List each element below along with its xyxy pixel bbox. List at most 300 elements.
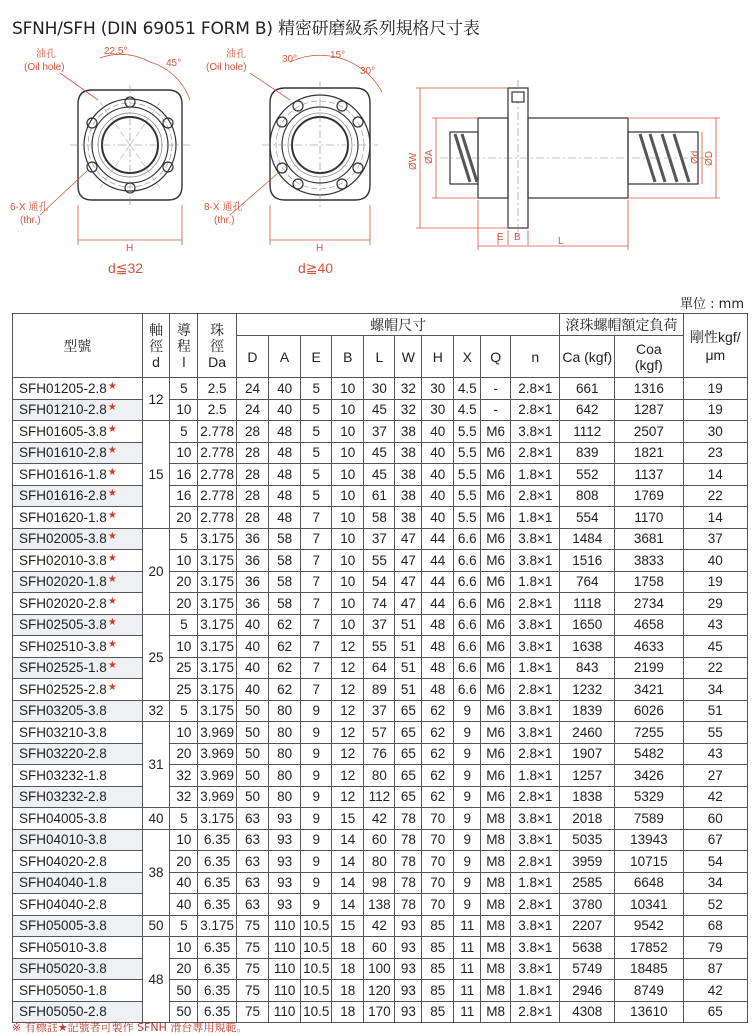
cell-x: 11	[454, 958, 481, 980]
header-model: 型號	[13, 314, 143, 378]
shaft-diameter-cell: 20	[142, 528, 170, 614]
cell-d: 75	[236, 1001, 268, 1023]
star-marker: ★	[107, 595, 117, 607]
cell-q: M8	[481, 1001, 511, 1023]
cell-l: 61	[364, 485, 395, 507]
cell-a: 93	[269, 851, 301, 873]
cell-q: M6	[481, 571, 511, 593]
cell-x: 5.5	[454, 507, 481, 529]
cell-h: 70	[422, 829, 454, 851]
cell-h: 48	[422, 614, 454, 636]
cell-k: 19	[683, 378, 747, 400]
cell-n: 2.8×1	[511, 1001, 560, 1023]
cell-da: 2.778	[198, 485, 237, 507]
cell-e: 9	[301, 872, 332, 894]
model-cell	[13, 528, 143, 550]
table-row	[13, 937, 748, 959]
cell-e: 9	[301, 894, 332, 916]
cell-a: 40	[269, 399, 301, 421]
cell-q: M6	[481, 528, 511, 550]
cell-e: 10.5	[301, 958, 332, 980]
cell-d: 50	[236, 743, 268, 765]
cell-b: 12	[332, 636, 364, 658]
cell-l: 5	[170, 421, 198, 443]
model-cell	[13, 700, 143, 722]
cell-q: M8	[481, 808, 511, 830]
star-marker: ★	[107, 509, 117, 521]
cell-da: 6.35	[198, 894, 237, 916]
cell-da: 3.175	[198, 808, 237, 830]
cell-n: 3.8×1	[511, 636, 560, 658]
cell-k: 14	[683, 507, 747, 529]
model-number: SFH03205-3.8	[19, 703, 107, 719]
cell-h: 62	[422, 722, 454, 744]
cell-k: 19	[683, 399, 747, 421]
unit-label: 單位 : mm	[680, 297, 744, 312]
cell-x: 5.5	[454, 421, 481, 443]
header-col-b: B	[332, 336, 364, 378]
cell-d: 40	[236, 636, 268, 658]
cell-coa: 3833	[615, 550, 684, 572]
left-thru-label: 6-X 通孔	[10, 202, 49, 213]
cell-l: 20	[170, 743, 198, 765]
cell-l: 45	[364, 464, 395, 486]
header-col-w: W	[395, 336, 422, 378]
cell-q: M6	[481, 657, 511, 679]
cell-a: 93	[269, 808, 301, 830]
cell-l: 60	[364, 937, 395, 959]
cell-ca: 1257	[560, 765, 615, 787]
cell-l: 138	[364, 894, 395, 916]
cell-w: 93	[395, 1001, 422, 1023]
cell-e: 5	[301, 485, 332, 507]
star-marker: ★	[107, 638, 117, 650]
cell-l: 120	[364, 980, 395, 1002]
header-col-a: A	[269, 336, 301, 378]
model-cell	[13, 614, 143, 636]
cell-b: 14	[332, 872, 364, 894]
cell-da: 2.778	[198, 507, 237, 529]
cell-w: 78	[395, 872, 422, 894]
cell-ca: 2585	[560, 872, 615, 894]
cell-b: 10	[332, 464, 364, 486]
cell-ca: 1112	[560, 421, 615, 443]
model-cell	[13, 980, 143, 1002]
cell-x: 9	[454, 808, 481, 830]
cell-l: 5	[170, 528, 198, 550]
cell-da: 3.969	[198, 743, 237, 765]
flange-drawing-small	[70, 85, 190, 205]
cell-d: 28	[236, 485, 268, 507]
cell-l: 37	[364, 421, 395, 443]
cell-n: 2.8×1	[511, 442, 560, 464]
cell-h: 40	[422, 464, 454, 486]
model-cell	[13, 571, 143, 593]
cell-a: 58	[269, 550, 301, 572]
cell-l: 5	[170, 614, 198, 636]
model-cell	[13, 442, 143, 464]
left-thru-en-label: (thr.)	[20, 215, 41, 226]
table-row	[13, 894, 748, 916]
star-marker: ★	[107, 488, 117, 500]
cell-w: 51	[395, 614, 422, 636]
cell-n: 1.8×1	[511, 980, 560, 1002]
table-row	[13, 829, 748, 851]
cell-a: 80	[269, 722, 301, 744]
cell-coa: 1170	[615, 507, 684, 529]
side-d-large-label: ØD	[704, 151, 715, 166]
cell-coa: 13610	[615, 1001, 684, 1023]
table-row	[13, 378, 748, 400]
cell-da: 6.35	[198, 872, 237, 894]
table-row	[13, 507, 748, 529]
cell-n: 2.8×1	[511, 894, 560, 916]
cell-l: 20	[170, 507, 198, 529]
cell-w: 38	[395, 507, 422, 529]
cell-l: 5	[170, 915, 198, 937]
cell-q: M6	[481, 614, 511, 636]
cell-da: 3.175	[198, 700, 237, 722]
cell-q: M8	[481, 851, 511, 873]
table-row	[13, 980, 748, 1002]
cell-n: 3.8×1	[511, 915, 560, 937]
table-row	[13, 743, 748, 765]
cell-e: 7	[301, 528, 332, 550]
cell-e: 7	[301, 614, 332, 636]
cell-h: 40	[422, 421, 454, 443]
cell-a: 62	[269, 636, 301, 658]
cell-n: 1.8×1	[511, 872, 560, 894]
cell-k: 79	[683, 937, 747, 959]
cell-q: M8	[481, 915, 511, 937]
cell-e: 10.5	[301, 980, 332, 1002]
cell-b: 15	[332, 808, 364, 830]
cell-l: 10	[170, 722, 198, 744]
cell-e: 7	[301, 593, 332, 615]
footnote: ※ 有標註★記號者可製作 SFNH 滑台專用規範。	[12, 1021, 248, 1034]
cell-l: 20	[170, 571, 198, 593]
star-marker: ★	[107, 552, 117, 564]
cell-l: 170	[364, 1001, 395, 1023]
cell-w: 51	[395, 679, 422, 701]
cell-k: 23	[683, 442, 747, 464]
cell-h: 48	[422, 657, 454, 679]
cell-w: 78	[395, 894, 422, 916]
cell-e: 5	[301, 464, 332, 486]
cell-b: 10	[332, 507, 364, 529]
cell-d: 40	[236, 614, 268, 636]
cell-q: -	[481, 378, 511, 400]
cell-l: 37	[364, 700, 395, 722]
cell-e: 9	[301, 743, 332, 765]
cell-l: 20	[170, 593, 198, 615]
cell-ca: 2018	[560, 808, 615, 830]
header-col-d: D	[236, 336, 268, 378]
cell-da: 3.969	[198, 722, 237, 744]
table-row	[13, 593, 748, 615]
star-marker: ★	[107, 660, 117, 672]
model-cell	[13, 421, 143, 443]
table-row	[13, 571, 748, 593]
cell-a: 62	[269, 657, 301, 679]
cell-q: M6	[481, 550, 511, 572]
shaft-diameter-cell: 25	[142, 614, 170, 700]
cell-ca: 2460	[560, 722, 615, 744]
model-number: SFH05010-3.8	[19, 939, 107, 955]
star-marker: ★	[107, 466, 117, 478]
cell-x: 6.6	[454, 679, 481, 701]
cell-h: 48	[422, 679, 454, 701]
cell-d: 63	[236, 829, 268, 851]
cell-a: 48	[269, 464, 301, 486]
cell-coa: 6648	[615, 872, 684, 894]
model-number: SFH02005-3.8	[19, 531, 107, 547]
cell-d: 63	[236, 808, 268, 830]
cell-x: 5.5	[454, 442, 481, 464]
cell-h: 62	[422, 700, 454, 722]
cell-d: 24	[236, 378, 268, 400]
cell-b: 14	[332, 829, 364, 851]
cell-l: 98	[364, 872, 395, 894]
cell-a: 110	[269, 915, 301, 937]
cell-l: 10	[170, 937, 198, 959]
cell-l: 10	[170, 399, 198, 421]
cell-ca: 839	[560, 442, 615, 464]
cell-w: 78	[395, 851, 422, 873]
cell-da: 6.35	[198, 958, 237, 980]
cell-b: 12	[332, 765, 364, 787]
cell-x: 9	[454, 722, 481, 744]
cell-l: 112	[364, 786, 395, 808]
model-number: SFH02505-3.8	[19, 617, 107, 633]
model-cell	[13, 872, 143, 894]
cell-da: 3.175	[198, 571, 237, 593]
model-number: SFH01205-2.8	[19, 380, 107, 396]
cell-x: 6.6	[454, 571, 481, 593]
cell-w: 65	[395, 743, 422, 765]
model-cell	[13, 593, 143, 615]
cell-d: 24	[236, 399, 268, 421]
cell-da: 6.35	[198, 851, 237, 873]
model-number: SFH03232-1.8	[19, 767, 107, 783]
cell-k: 65	[683, 1001, 747, 1023]
cell-n: 2.8×1	[511, 485, 560, 507]
cell-d: 75	[236, 915, 268, 937]
cell-x: 11	[454, 1001, 481, 1023]
cell-k: 34	[683, 679, 747, 701]
cell-l: 20	[170, 958, 198, 980]
model-number: SFH04020-2.8	[19, 853, 107, 869]
cell-w: 47	[395, 550, 422, 572]
model-number: SFH05050-2.8	[19, 1004, 107, 1020]
cell-q: M6	[481, 743, 511, 765]
shaft-diameter-cell: 31	[142, 722, 170, 808]
cell-n: 3.8×1	[511, 937, 560, 959]
cell-b: 12	[332, 786, 364, 808]
shaft-diameter-cell: 40	[142, 808, 170, 830]
cell-q: M6	[481, 442, 511, 464]
model-number: SFH01210-2.8	[19, 402, 107, 418]
cell-k: 42	[683, 786, 747, 808]
cell-l: 76	[364, 743, 395, 765]
cell-coa: 1137	[615, 464, 684, 486]
table-row	[13, 915, 748, 937]
model-number: SFH02020-1.8	[19, 574, 107, 590]
cell-n: 3.8×1	[511, 614, 560, 636]
header-col-e: E	[301, 336, 332, 378]
header-col-n: n	[511, 336, 560, 378]
model-number: SFH03220-2.8	[19, 746, 107, 762]
cell-k: 68	[683, 915, 747, 937]
cell-da: 3.175	[198, 550, 237, 572]
shaft-diameter-cell: 48	[142, 937, 170, 1023]
cell-d: 40	[236, 657, 268, 679]
cell-b: 10	[332, 614, 364, 636]
cell-w: 38	[395, 442, 422, 464]
spec-table	[12, 313, 748, 1023]
cell-q: M6	[481, 786, 511, 808]
cell-b: 18	[332, 937, 364, 959]
shaft-diameter-cell: 32	[142, 700, 170, 722]
cell-d: 50	[236, 786, 268, 808]
cell-da: 6.35	[198, 1001, 237, 1023]
cell-l: 50	[170, 1001, 198, 1023]
cell-q: M6	[481, 485, 511, 507]
cell-e: 5	[301, 378, 332, 400]
cell-a: 110	[269, 937, 301, 959]
table-row	[13, 872, 748, 894]
cell-b: 12	[332, 657, 364, 679]
cell-da: 6.35	[198, 980, 237, 1002]
left-caption: d≦32	[108, 260, 144, 276]
cell-n: 3.8×1	[511, 808, 560, 830]
cell-ca: 661	[560, 378, 615, 400]
table-row	[13, 765, 748, 787]
cell-coa: 17852	[615, 937, 684, 959]
cell-ca: 1638	[560, 636, 615, 658]
cell-ca: 3959	[560, 851, 615, 873]
header-load-group: 滾珠螺帽額定負荷	[560, 314, 683, 336]
cell-a: 48	[269, 507, 301, 529]
cell-h: 30	[422, 378, 454, 400]
cell-l: 40	[170, 872, 198, 894]
side-d-small-label: Ød	[690, 150, 701, 164]
star-marker: ★	[107, 380, 117, 392]
cell-w: 38	[395, 464, 422, 486]
cell-h: 44	[422, 571, 454, 593]
cell-b: 10	[332, 571, 364, 593]
cell-l: 40	[170, 894, 198, 916]
cell-b: 12	[332, 679, 364, 701]
cell-l: 20	[170, 851, 198, 873]
model-cell	[13, 915, 143, 937]
cell-b: 14	[332, 851, 364, 873]
cell-coa: 7255	[615, 722, 684, 744]
cell-ca: 552	[560, 464, 615, 486]
cell-x: 9	[454, 700, 481, 722]
spec-table-body	[13, 378, 748, 1023]
cell-ca: 5035	[560, 829, 615, 851]
cell-ca: 642	[560, 399, 615, 421]
cell-h: 62	[422, 765, 454, 787]
cell-l: 54	[364, 571, 395, 593]
cell-q: M6	[481, 722, 511, 744]
cell-d: 75	[236, 937, 268, 959]
cell-a: 80	[269, 700, 301, 722]
mid-angle-label-3: 30°	[360, 66, 376, 77]
cell-l: 5	[170, 700, 198, 722]
cell-e: 9	[301, 786, 332, 808]
cell-x: 4.5	[454, 378, 481, 400]
cell-q: M8	[481, 937, 511, 959]
cell-h: 44	[422, 593, 454, 615]
cell-n: 2.8×1	[511, 743, 560, 765]
left-oil-hole-label: 油孔	[36, 49, 56, 60]
cell-n: 3.8×1	[511, 528, 560, 550]
cell-coa: 10341	[615, 894, 684, 916]
table-row	[13, 679, 748, 701]
cell-l: 42	[364, 808, 395, 830]
cell-coa: 6026	[615, 700, 684, 722]
cell-a: 58	[269, 571, 301, 593]
cell-d: 36	[236, 528, 268, 550]
cell-a: 40	[269, 378, 301, 400]
mid-caption: d≧40	[298, 260, 334, 276]
cell-h: 62	[422, 786, 454, 808]
model-cell	[13, 378, 143, 400]
left-oil-hole-en-label: (Oil hole)	[24, 62, 65, 73]
cell-coa: 2507	[615, 421, 684, 443]
table-row	[13, 614, 748, 636]
cell-w: 32	[395, 399, 422, 421]
cell-e: 10.5	[301, 1001, 332, 1023]
cell-n: 3.8×1	[511, 550, 560, 572]
cell-b: 10	[332, 378, 364, 400]
cell-d: 75	[236, 958, 268, 980]
cell-ca: 3780	[560, 894, 615, 916]
cell-b: 10	[332, 399, 364, 421]
cell-ca: 1838	[560, 786, 615, 808]
cell-n: 3.8×1	[511, 421, 560, 443]
cell-l: 45	[364, 442, 395, 464]
cell-x: 6.6	[454, 614, 481, 636]
side-w-label: ØW	[408, 152, 419, 170]
table-row	[13, 808, 748, 830]
model-number: SFH04010-3.8	[19, 832, 107, 848]
model-number: SFH04040-2.8	[19, 896, 107, 912]
cell-k: 42	[683, 980, 747, 1002]
cell-ca: 554	[560, 507, 615, 529]
cell-w: 47	[395, 593, 422, 615]
cell-k: 54	[683, 851, 747, 873]
cell-w: 65	[395, 700, 422, 722]
cell-e: 5	[301, 421, 332, 443]
cell-b: 10	[332, 442, 364, 464]
star-marker: ★	[107, 617, 117, 629]
model-number: SFH02525-2.8	[19, 681, 107, 697]
cell-n: 2.8×1	[511, 593, 560, 615]
cell-x: 11	[454, 937, 481, 959]
star-marker: ★	[107, 531, 117, 543]
cell-l: 25	[170, 657, 198, 679]
cell-a: 110	[269, 1001, 301, 1023]
cell-da: 2.5	[198, 399, 237, 421]
cell-l: 45	[364, 399, 395, 421]
star-marker: ★	[107, 574, 117, 586]
cell-n: 1.8×1	[511, 765, 560, 787]
cell-q: M6	[481, 636, 511, 658]
model-number: SFH02020-2.8	[19, 595, 107, 611]
